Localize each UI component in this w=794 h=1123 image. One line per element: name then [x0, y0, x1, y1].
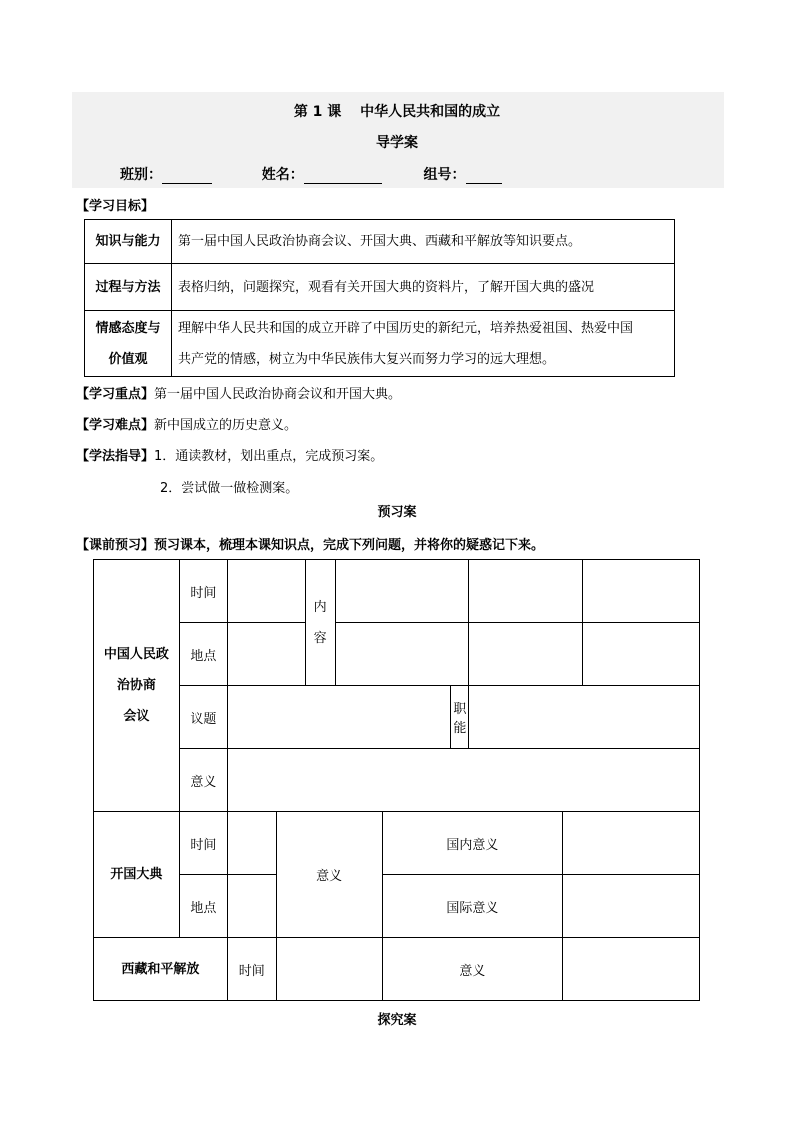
- function-label: 职能: [451, 686, 469, 749]
- domestic-significance-cell[interactable]: [563, 812, 700, 875]
- objective-text: 第一届中国人民政治协商会议、开国大典、西藏和平解放等知识要点。: [172, 220, 675, 264]
- time-label: 时间: [227, 938, 276, 1001]
- tibet-time-cell[interactable]: [276, 938, 382, 1001]
- agenda-label: 议题: [179, 686, 227, 749]
- founding-place-cell[interactable]: [227, 875, 276, 938]
- place-label: 地点: [179, 875, 227, 938]
- objectives-heading: 【学习目标】: [76, 199, 155, 214]
- explore-title: 探究案: [377, 1013, 417, 1028]
- agenda-cell[interactable]: [227, 686, 451, 749]
- content-cell[interactable]: [335, 560, 469, 623]
- cppcc-significance-cell[interactable]: [227, 749, 699, 812]
- time-label: 时间: [179, 560, 227, 623]
- objective-text: 表格归纳，问题探究，观看有关开国大典的资料片，了解开国大典的盛况: [172, 264, 675, 311]
- class-field[interactable]: [162, 169, 212, 184]
- content-label: 内 容: [305, 560, 335, 686]
- significance-label: 意义: [382, 938, 563, 1001]
- tibet-liberation-label: 西藏和平解放: [94, 938, 228, 1001]
- objective-label: 知识与能力: [85, 220, 172, 264]
- name-field[interactable]: [304, 169, 382, 184]
- domestic-significance-label: 国内意义: [382, 812, 563, 875]
- lesson-subtitle: 导学案: [376, 135, 418, 151]
- objective-text: 理解中华人民共和国的成立开辟了中国历史的新纪元，培养热爱祖国、热爱中国 共产党的情感，树立为中华民族伟大复兴而努力学习的远大理想。: [172, 311, 675, 377]
- cppcc-place-cell[interactable]: [227, 623, 305, 686]
- cppcc-time-cell[interactable]: [227, 560, 305, 623]
- objective-label: 过程与方法: [85, 264, 172, 311]
- preview-instructions: 【课前预习】预习课本，梳理本课知识点，完成下列问题，并将你的疑惑记下来。: [76, 538, 545, 553]
- difficulties: 【学习难点】新中国成立的历史意义。: [76, 418, 298, 433]
- objective-label: 情感态度与 价值观: [85, 311, 172, 377]
- method: 【学法指导】1．通读教材，划出重点，完成预习案。: [76, 449, 384, 464]
- preview-title: 预习案: [377, 505, 417, 520]
- international-significance-cell[interactable]: [563, 875, 700, 938]
- founding-time-cell[interactable]: [227, 812, 276, 875]
- student-info-row: [120, 164, 502, 184]
- number-label: 组号：: [423, 167, 466, 183]
- significance-label: 意义: [276, 812, 382, 938]
- cppcc-label: 中国人民政 治协商 会议: [94, 560, 180, 812]
- content-cell[interactable]: [583, 560, 700, 623]
- time-label: 时间: [179, 812, 227, 875]
- content-cell[interactable]: [583, 623, 700, 686]
- tibet-significance-cell[interactable]: [563, 938, 700, 1001]
- key-points: 【学习重点】第一届中国人民政治协商会议和开国大典。: [76, 387, 402, 402]
- number-field[interactable]: [466, 169, 502, 184]
- lesson-title: 第 1 课 中华人民共和国的成立: [293, 104, 501, 120]
- content-cell[interactable]: [469, 560, 583, 623]
- function-cell[interactable]: [469, 686, 700, 749]
- objectives-table: [84, 219, 675, 377]
- method-item-2: 2．尝试做一做检测案。: [160, 481, 299, 496]
- preview-table: [93, 559, 700, 1001]
- international-significance-label: 国际意义: [382, 875, 563, 938]
- class-label: 班别：: [120, 167, 162, 183]
- place-label: 地点: [179, 623, 227, 686]
- content-cell[interactable]: [335, 623, 469, 686]
- founding-ceremony-label: 开国大典: [94, 812, 180, 938]
- significance-label: 意义: [179, 749, 227, 812]
- content-cell[interactable]: [469, 623, 583, 686]
- name-label: 姓名：: [261, 167, 304, 183]
